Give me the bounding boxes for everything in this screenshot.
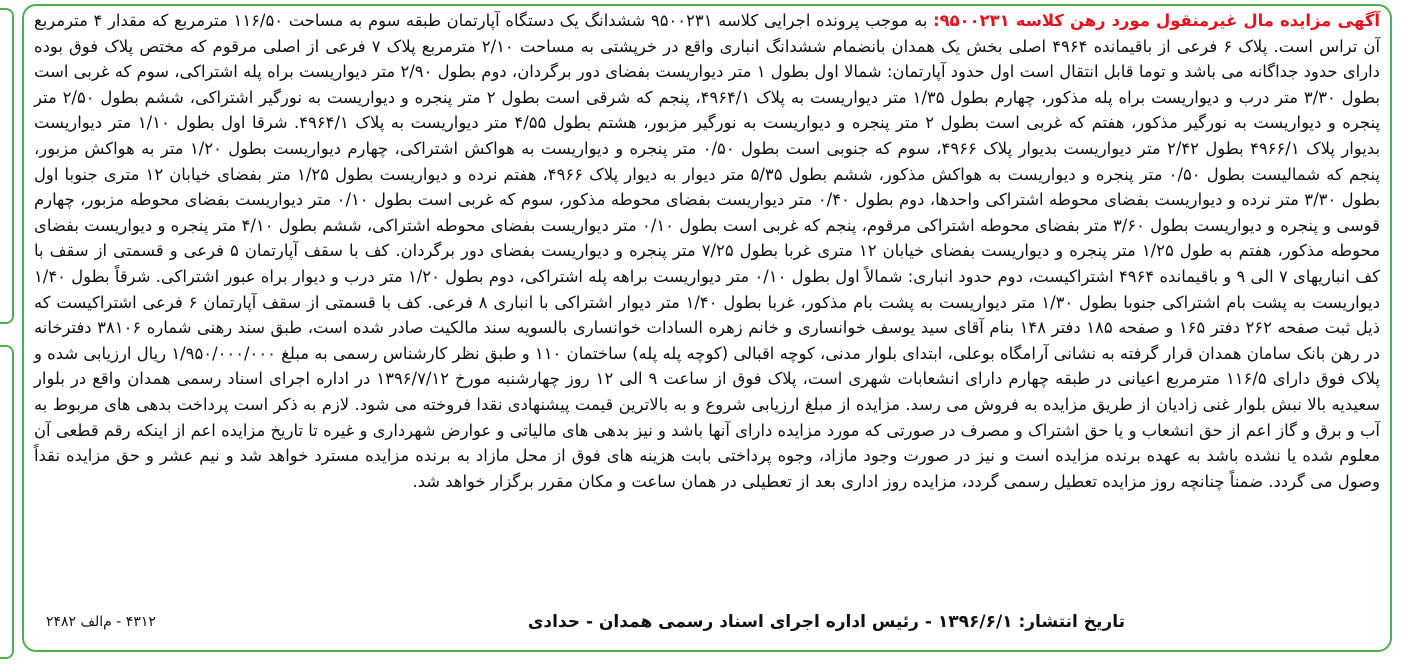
notice-body-text: به موجب پرونده اجرایی کلاسه ۹۵۰۰۲۳۱ ششدانگ یک دستگاه آپارتمان طبقه سوم به مساحت ۱۱۶/۵۰ مترمربع که مقدار ۴ مترمربع آن تراس است. پلاک ۶ فرعی از باقیمانده ۴۹۶۴ اصلی بخش یک همدان بانضمام ششدانگ انباری واقع در خرپشتی به مساحت ۲/۱۰ مترمربع پلاک ۷ فرعی از اصلی مرقوم که مختص پلاک فوق بوده دارای حدود جداگانه می باشد و توما قابل انتقال است اول حدود آپارتمان: شمالا اول بطول ۱ متر دیواریست بفضای دور برگردان، دوم بطول ۲/۹۰ متر دیواریست براه پله اشتراکی، سوم که غربی است بطول ۳/۳۰ متر درب و دیواریست براه پله مذکور، چهارم بطول ۱/۳۵ متر دیواریست به پلاک ۴۹۶۴/۱، پنجم که شرقی است بطول ۲ متر پنجره و دیواریست به نورگیر اشتراکی، ششم بطول ۲/۵۰ متر پنجره و دیواریست به نورگیر مذکور، هفتم که غربی است بطول ۲ متر پنجره و دیواریست به نورگیر مزبور، هشتم بطول ۴/۵۵ متر دیواریست به پلاک ۴۹۶۴/۱. شرقا اول بطول ۱/۱۰ متر دیواریست بدیوار پلاک ۴۹۶۶/۱ بطول ۲/۴۲ متر دیواریست بدیوار پلاک ۴۹۶۶، سوم که جنوبی است بطول ۰/۵۰ متر پنجره و دیواریست به هواکش اشتراکی، چهارم دیواریست بطول ۱/۲۰ متر به هواکش مزبور، پنجم که شمالیست بطول ۰/۵۰ متر پنجره و دیواریست به هواکش مذکور، ششم بطول ۵/۳۵ متر دیوار به دیوار پلاک ۴۹۶۶، هفتم نرده و دیواریست بطول ۱/۲۵ متر بفضای خیابان ۱۲ متری جنوبا اول بطول ۳/۳۰ متر نرده و دیواریست بفضای محوطه اشتراکی واحدها، دوم بطول ۰/۴۰ متر دیواریست بفضای محوطه مذکور، سوم که غربی است بطول ۰/۱۰ متر دیواریست بفضای محوطه مزبور، چهارم قوسی و پنجره و دیواریست بطول ۳/۶۰ متر بفضای محوطه اشتراکی مرقوم، پنجم که غربی است بطول ۰/۱۰ متر دیواریست بفضای محوطه اشتراکی، ششم بطول ۴/۱۰ متر پنجره و دیواریست بفضای محوطه مذکور، هفتم به طول ۱/۲۵ متر پنجره و دیواریست بفضای خیابان ۱۲ متری غربا بطول ۷/۲۵ متر پنجره و دیواریست بفضای دور برگردان. کف با سقف آپارتمان ۵ فرعی و قسمتی از سقف با کف انباریهای ۷ الی ۹ و باقیمانده ۴۹۶۴ اشتراکیست، دوم حدود انباری: شمالاً اول بطول ۰/۱۰ متر دیواریست براهه پله اشتراکی، دوم بطول ۱/۲۰ متر درب و دیوار براه عبور اشتراکی. شرقاً بطول ۱/۴۰ دیواریست به پشت بام اشتراکی جنوبا بطول ۱/۳۰ متر دیواریست به پشت بام مذکور، غربا بطول ۱/۴۰ متر دیوار اشتراکی با انباری ۸ فرعی. کف با قسمتی از سقف آپارتمان ۶ فرعی اشتراکیست که ذیل ثبت صفحه ۲۶۲ دفتر ۱۶۵ و صفحه ۱۸۵ دفتر ۱۴۸ بنام آقای سید یوسف خوانساری و خانم زهره السادات خوانساری بالسویه سند مالکیت صادر شده است، طبق سند رهنی شماره ۳۸۱۰۶ دفترخانه در رهن بانک سامان همدان قرار گرفته به نشانی آرامگاه بوعلی، ابتدای بلوار مدنی، کوچه اقبالی (کوچه پله پله) ساختمان ۱۱۰ و طبق نظر کارشناس رسمی به مبلغ ۱/۹۵۰/۰۰۰/۰۰۰ ریال ارزیابی شده و پلاک فوق دارای ۱۱۶/۵ مترمربع اعیانی در طبقه چهارم دارای انشعابات شهری است، پلاک فوق از ساعت ۹ الی ۱۲ روز چهارشنبه مورخ ۱۳۹۶/۷/۱۲ در اداره اجرای اسناد رسمی همدان واقع در بلوار سعیدیه بالا نبش بلوار غنی زادیان از طریق مزایده به فروش می رسد. مزایده از مبلغ ارزیابی شروع و به بالاترین قیمت پیشنهادی نقدا فروخته می شود. لازم به ذکر است پرداخت بدهی های مربوط به آب و برق و گاز اعم از حق انشعاب و یا حق اشتراک و مصرف در صورتی که مورد مزایده دارای آنها باشد و نیز بدهی های مالیاتی و عوارض شهرداری و غیره تا تاریخ مزایده اعم از اینکه رقم قطعی آن معلوم شده یا نشده باشد به عهده برنده مزایده است و نیز در صورت وجود مازاد، وجوه پرداختی بابت هزینه های فوق از محل مازاد به برنده مزایده مسترد خواهد شد و نیم عشر و حق مزایده نقداً وصول می گردد. ضمناً چنانچه روز مزایده تعطیل رسمی گردد، مزایده روز اداری بعد از تعطیلی در همان ساعت و مکان مقرر برگزار خواهد شد.: [34, 11, 1381, 491]
adjacent-notice-border-bottom: [0, 345, 14, 659]
notice-footer: [34, 608, 1380, 636]
notice-body: [34, 8, 1380, 494]
notice-reference-code: ۴۳۱۲ - م‌الف ۲۴۸۲: [46, 614, 156, 630]
publication-signature: تاریخ انتشار: ۱۳۹۶/۶/۱ - رئیس اداره اجرای اسناد رسمی همدان - حدادی: [527, 612, 1125, 632]
notice-headline: آگهی مزایده مال غیرمنقول مورد رهن کلاسه ۹۵۰۰۲۳۱:: [933, 11, 1381, 30]
adjacent-notice-border-top: [0, 8, 14, 324]
